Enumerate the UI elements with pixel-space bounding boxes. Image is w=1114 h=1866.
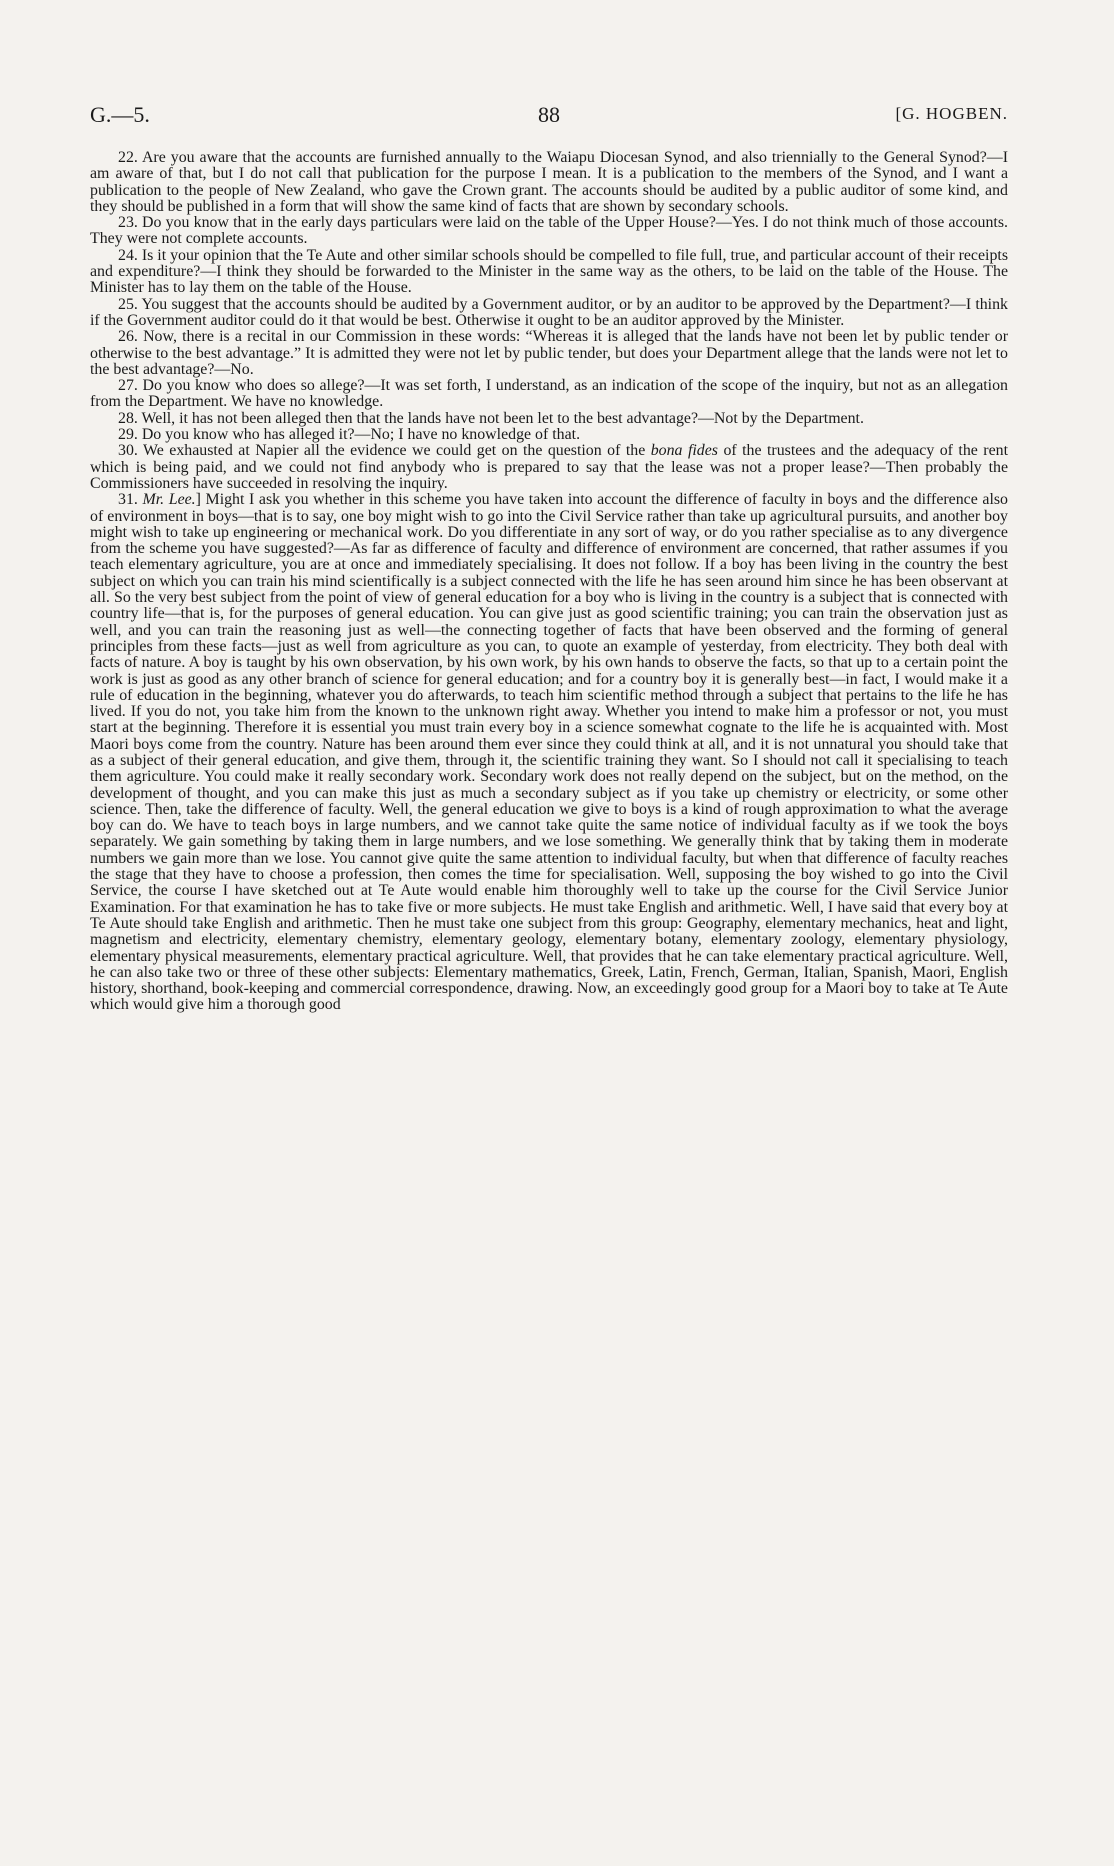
paragraph-31-speaker: Mr. Lee. xyxy=(142,491,196,509)
paragraph-30-start: 30. We exhausted at Napier all the evidence we could get on the question of the xyxy=(118,442,651,460)
document-page xyxy=(90,102,1008,1014)
paragraph-29: 29. Do you know who has alleged it?—No; I have no knowledge of that. xyxy=(118,426,581,444)
paragraph-31 xyxy=(90,492,1008,1014)
witness-name: [G. HOGBEN. xyxy=(895,104,1008,123)
body-text xyxy=(90,150,1008,1014)
paragraph-26: 26. Now, there is a recital in our Commission in these words: “Whereas it is alleged that the lands have not been let by public tender or otherwise to the best advantage.” It is admitted they were not let by public tender, but does your Department allege that the lands were not let to the best advantage?—No. xyxy=(90,328,1008,378)
paragraph-23: 23. Do you know that in the early days particulars were laid on the table of the Upper House?—Yes. I do not think much of those accounts. They were not complete accounts. xyxy=(90,214,1008,248)
paragraph-30-end: of the trustees and the adequacy of the rent which is being paid, and we could not find anybody who is prepared to say that the lease was not a proper lease?—Then probably the Commissioners have succeeded in resolving the inquiry. xyxy=(90,442,1008,492)
page-header xyxy=(90,102,1008,142)
paragraph-30 xyxy=(90,443,1008,492)
paragraph-27: 27. Do you know who does so allege?—It was set forth, I understand, as an indication of the scope of the inquiry, but not as an allegation from the Department. We have no knowledge. xyxy=(90,377,1008,411)
paragraph-25: 25. You suggest that the accounts should be audited by a Government auditor, or by an auditor to be approved by the Department?—I think if the Government auditor could do it that would be best. Otherwise it ought to be an auditor approved by the Minister. xyxy=(90,295,1008,329)
paragraph-30-italic: bona fides xyxy=(650,442,718,460)
paragraph-28: 28. Well, it has not been alleged then that the lands have not been let to the best advantage?—Not by the Department. xyxy=(118,409,864,427)
paragraph-31-end: ] Might I ask you whether in this scheme you have taken into account the difference of faculty in boys and the difference also of environment in boys—that is to say, one boy might wish to go into the Civil Service rather than take up agricultural pursuits, and another boy might wish to take up engineering or mechanical work. Do you differentiate in any sort of way, or do you rather specialise as to any divergence from the scheme you have suggested?—As far as difference of faculty and difference of environment are concerned, that rather assumes if you teach elementary agriculture, you are at once and immediately specialising. It does not follow. If a boy has been living in the country the best subject on which you can train his mind scientifically is a subject connected with the life he has seen around him since he has been observant at all. So the very best subject from the point of view of general education for a boy who is living in the country is a subject that is connected with country life—that is, for the purposes of general education. You can give just as good scientific training; you can train the observation just as well, and you can train the reasoning just as well—the connecting together of facts that have been observed and the forming of general principles from these facts—just as well from agriculture as you can, to quote an example of yesterday, from electricity. They both deal with facts of nature. A boy is taught by his own observation, by his own work, by his own hands to observe the facts, so that up to a certain point the work is just as good as any other branch of science for general education; and for a country boy it is generally best—in fact, I would make it a rule of education in the beginning, whatever you do afterwards, to teach him scientific method through a subject that pertains to the life he has lived. If you do not, you take him from the known to the unknown right away. Whether you intend to make him a professor or not, you must start at the beginning. Therefore it is essential you must train every boy in a science somewhat cognate to the life he is acquainted with. Most Maori boys come from the country. Nature has been around them ever since they could think at all, and it is not unnatural you should take that as a subject of their general education, and give them, through it, the scientific training they want. So I should not call it specialising to teach them agriculture. You could make it really secondary work. Secondary work does not really depend on the subject, but on the method, on the development of thought, and you can make this just as much a secondary subject as if you take up chemistry or electricity, or some other science. Then, take the difference of faculty. Well, the general education we give to boys is a kind of rough approximation to what the average boy can do. We have to teach boys in large numbers, and we cannot take quite the same notice of individual faculty as if we took the boys separately. We gain something by taking them in large numbers, and we lose something. We generally think that by taking them in moderate numbers we gain more than we lose. You cannot give quite the same attention to individual faculty, but when that difference of faculty reaches the stage that they have to choose a profession, then comes the time for specialisation. Well, supposing the boy wished to go into the Civil Service, the course I have sketched out at Te Aute would enable him thoroughly well to take up the course for the Civil Service Junior Examination. For that examination he has to take five or more subjects. He must take English and arithmetic. Well, I have said that every boy at Te Aute should take English and arithmetic. Then he must take one subject from this group: Geography, elementary mechanics, heat and light, magnetism and electricity, elementary chemistry, elementary geology, elementary botany, elementary zoology, elementary physiology, elementary physical measurements, elementary practical agriculture. Well, that provides that he can take elementary practical agriculture. Well, he can also take two or three of these other subjects: Elementary mathematics, Greek, Latin, French, German, Italian, Spanish, Maori, English history, shorthand, book-keeping and commercial correspondence, drawing. Now, an exceedingly good group for a Maori boy to take at Te Aute which would give him a thorough good xyxy=(90,491,1008,1014)
document-reference: G.—5. xyxy=(90,102,150,127)
paragraph-22: 22. Are you aware that the accounts are furnished annually to the Waiapu Diocesan Synod, and also triennially to the General Synod?—I am aware of that, but I do not call that publication for the purpose I mean. It is a publication to the members of the Synod, and I want a publication to the people of New Zealand, who gave the Crown grant. The accounts should be audited by a public auditor of some kind, and they should be published in a form that will show the same kind of facts that are shown by secondary schools. xyxy=(90,149,1008,215)
paragraph-24: 24. Is it your opinion that the Te Aute and other similar schools should be compelled to file full, true, and particular account of their receipts and expenditure?—I think they should be forwarded to the Minister in the same way as the others, to be laid on the table of the House. The Minister has to lay them on the table of the House. xyxy=(90,246,1008,297)
page-number: 88 xyxy=(538,102,560,127)
paragraph-31-start: 31. xyxy=(118,491,143,509)
